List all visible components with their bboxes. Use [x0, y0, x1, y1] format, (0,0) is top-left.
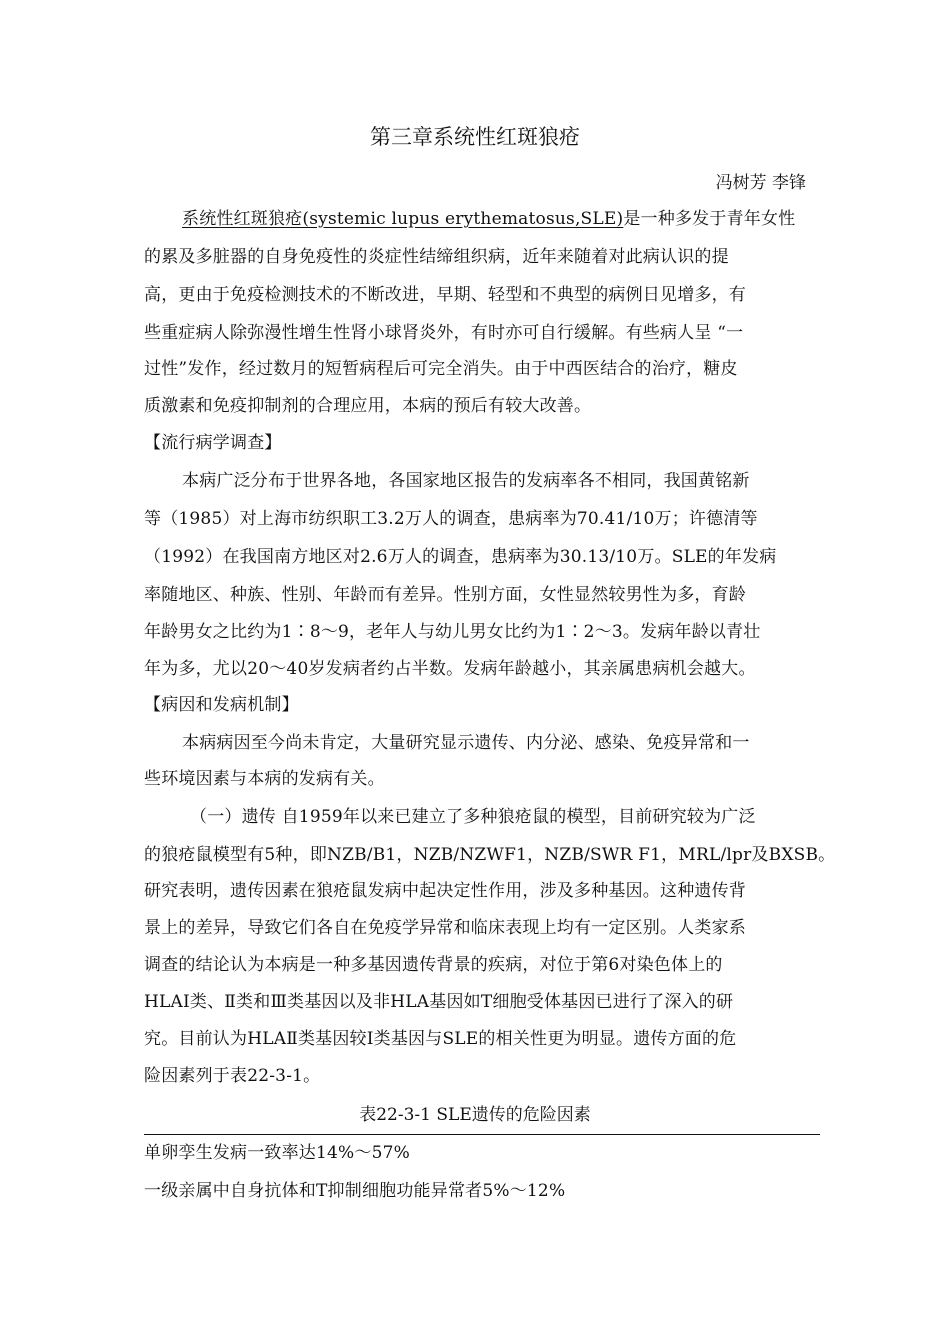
intro-line-1: 系统性红斑狼疮(systemic lupus erythematosus,SLE)是一种多发于青年女性	[182, 209, 796, 229]
authors: 冯树芳 李锋	[715, 173, 806, 193]
genetics-line-4: 景上的差异，导致它们各自在免疫学异常和临床表现上均有一定区别。人类家系	[144, 918, 746, 938]
genetics-line-7: 究。目前认为HLAⅡ类基因较Ⅰ类基因与SLE的相关性更为明显。遗传方面的危	[144, 1029, 737, 1049]
table-row: 单卵孪生发病一致率达14%～57%	[144, 1143, 410, 1163]
genetics-line-5: 调查的结论认为本病是一种多基因遗传背景的疾病，对位于第6对染色体上的	[144, 955, 723, 975]
section-heading-epidemiology: 【流行病学调查】	[144, 433, 282, 453]
genetics-line-6: HLAⅠ类、Ⅱ类和Ⅲ类基因以及非HLA基因如T细胞受体基因已进行了深入的研	[144, 992, 734, 1012]
etiology-line-1: 本病病因至今尚未肯定，大量研究显示遗传、内分泌、感染、免疫异常和一	[182, 733, 750, 753]
intro-line-5: 过性”发作，经过数月的短暂病程后可完全消失。由于中西医结合的治疗，糖皮	[144, 359, 738, 379]
table-top-rule	[144, 1134, 820, 1135]
etiology-line-2: 些环境因素与本病的发病有关。	[144, 769, 385, 789]
epi-line-4: 率随地区、种族、性别、年龄而有差异。性别方面，女性显然较男性为多，育龄	[144, 585, 746, 605]
section-heading-etiology: 【病因和发病机制】	[144, 695, 299, 715]
table-caption: 表22-3-1 SLE遗传的危险因素	[359, 1105, 591, 1125]
table-row: 一级亲属中自身抗体和T抑制细胞功能异常者5%～12%	[144, 1181, 566, 1201]
intro-line-3: 高，更由于免疫检测技术的不断改进，早期、轻型和不典型的病例日见增多，有	[144, 285, 746, 305]
intro-line-2: 的累及多脏器的自身免疫性的炎症性结缔组织病，近年来随着对此病认识的提	[144, 247, 729, 267]
epi-line-5: 年龄男女之比约为1∶8～9，老年人与幼儿男女比约为1∶2～3。发病年龄以青壮	[144, 622, 761, 642]
genetics-line-1: （一）遗传 自1959年以来已建立了多种狼疮鼠的模型，目前研究较为广泛	[190, 807, 756, 827]
intro-term: 系统性红斑狼疮(systemic lupus erythematosus,SLE)	[182, 209, 624, 229]
epi-line-1: 本病广泛分布于世界各地，各国家地区报告的发病率各不相同，我国黄铭新	[182, 471, 750, 491]
genetics-line-2: 的狼疮鼠模型有5种，即NZB/B1，NZB/NZWF1，NZB/SWR F1，MRL/lpr及BXSB。	[144, 845, 836, 865]
genetics-line-3: 研究表明，遗传因素在狼疮鼠发病中起决定性作用，涉及多种基因。这种遗传背	[144, 881, 746, 901]
genetics-line-8: 险因素列于表22-3-1。	[144, 1066, 321, 1086]
epi-line-6: 年为多，尤以20～40岁发病者约占半数。发病年龄越小，其亲属患病机会越大。	[144, 659, 756, 679]
chapter-title: 第三章系统性红斑狼疮	[370, 125, 580, 149]
intro-line-4: 些重症病人除弥漫性增生性肾小球肾炎外，有时亦可自行缓解。有些病人呈 “一	[144, 323, 744, 343]
epi-line-3: （1992）在我国南方地区对2.6万人的调查，患病率为30.13/10万。SLE的年发病	[144, 547, 777, 567]
intro-line-6: 质激素和免疫抑制剂的合理应用，本病的预后有较大改善。	[144, 396, 592, 416]
epi-line-2: 等（1985）对上海市纺织职工3.2万人的调查，患病率为70.41/10万；许德清等	[144, 509, 758, 529]
